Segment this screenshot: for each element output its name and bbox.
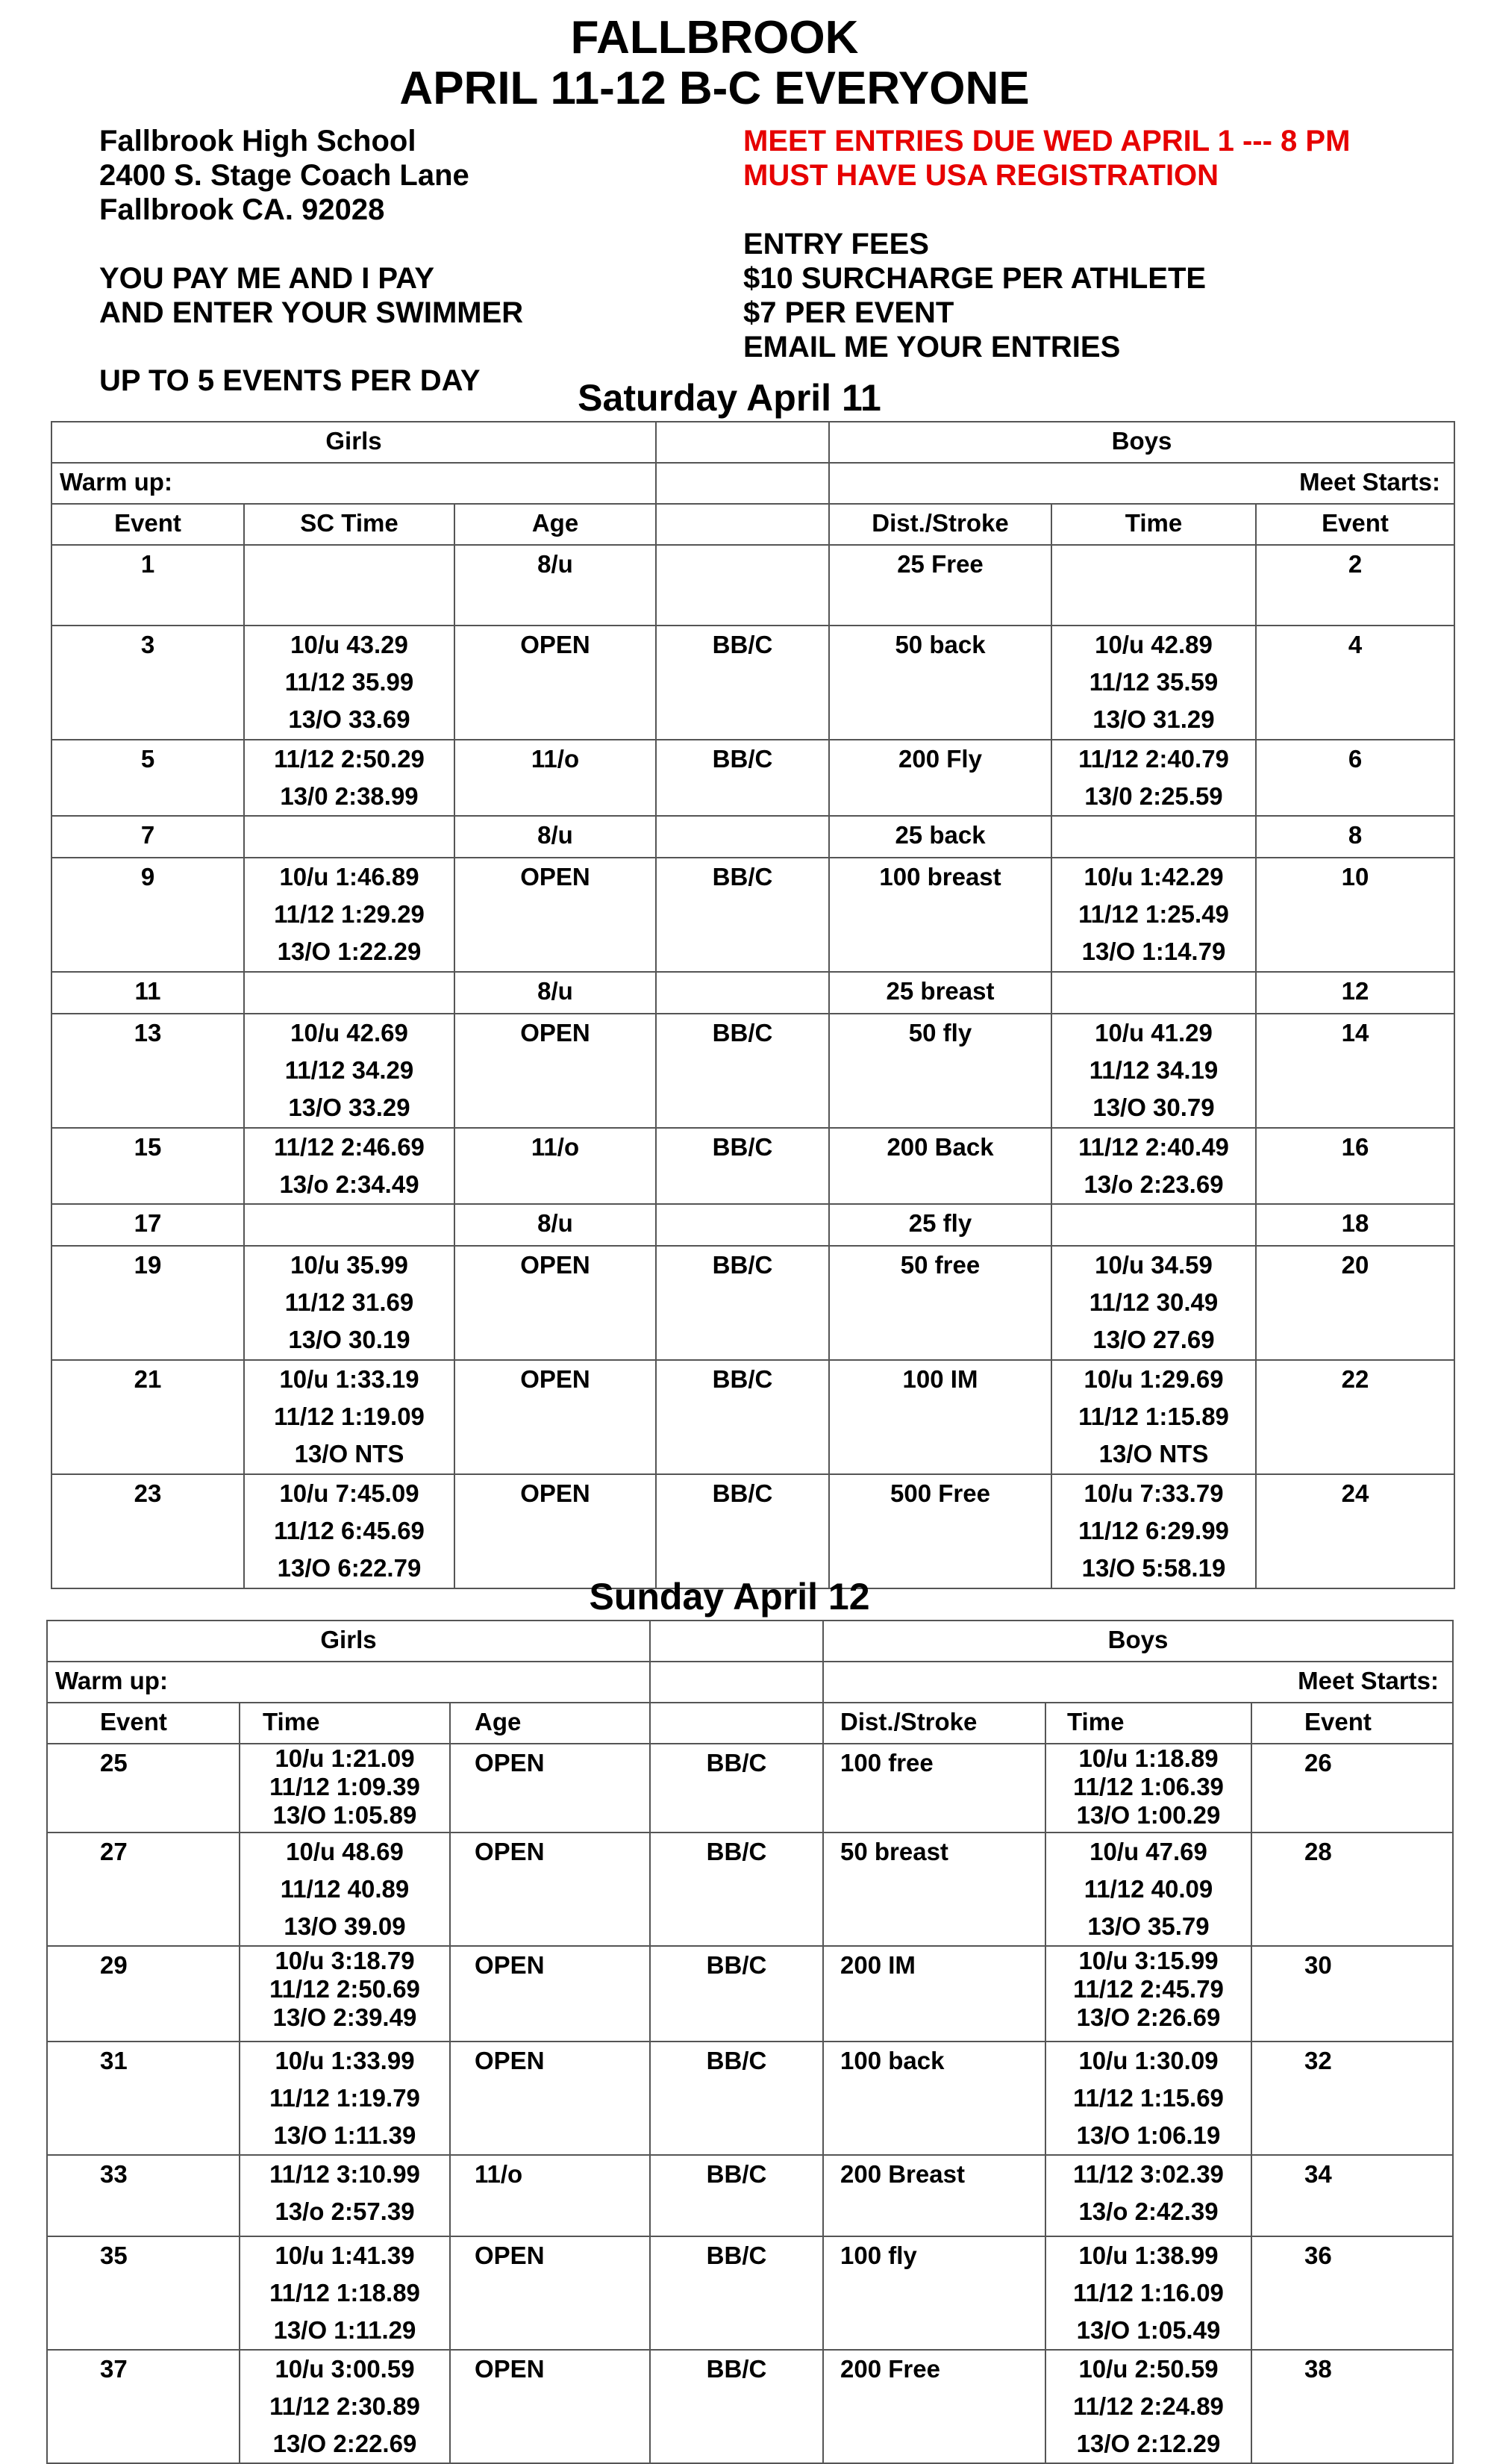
boys-event-number: 36 [1251, 2236, 1453, 2350]
time-standard: 11/12 2:40.79 [1078, 745, 1229, 773]
girls-time-standards [240, 1833, 450, 1946]
distance-stroke: 200 Free [823, 2350, 1045, 2463]
sunday-title: Sunday April 12 [589, 1576, 870, 1618]
time-standard: 13/O 6:22.79 [277, 1554, 422, 1582]
address-block [99, 124, 469, 227]
age-group: OPEN [450, 1833, 650, 1946]
time-standard: 11/12 35.59 [1089, 668, 1219, 696]
age-group: 8/u [454, 1204, 656, 1246]
level [656, 972, 829, 1014]
boys-time-standards [1051, 816, 1256, 858]
girls-time-standards [244, 545, 454, 626]
age-group: OPEN [454, 1360, 656, 1474]
boys-event-number: 26 [1251, 1744, 1453, 1833]
girls-event-number: 33 [47, 2155, 240, 2236]
age-group: OPEN [454, 858, 656, 972]
time-standard: 11/12 1:19.79 [269, 2084, 420, 2112]
payment-line: YOU PAY ME AND I PAY [99, 262, 435, 295]
girls-event-number: 17 [51, 1204, 244, 1246]
boys-event-number: 24 [1256, 1474, 1454, 1588]
age-group: 8/u [454, 816, 656, 858]
event-row [51, 740, 1454, 816]
girls-event-number: 23 [51, 1474, 244, 1588]
col-header: SC Time [244, 504, 454, 545]
time-standard: 10/u 7:33.79 [1084, 1479, 1224, 1507]
time-standard: 13/O 1:06.19 [1076, 2121, 1221, 2149]
time-standard: 13/O 1:11.39 [273, 2121, 416, 2149]
fees-block [743, 227, 1206, 364]
boys-event-number: 34 [1251, 2155, 1453, 2236]
distance-stroke: 200 Breast [823, 2155, 1045, 2236]
col-header: Age [450, 1703, 650, 1744]
boys-header: Boys [823, 1621, 1453, 1662]
event-row [51, 1128, 1454, 1204]
boys-event-number: 28 [1251, 1833, 1453, 1946]
boys-time-standards [1051, 1128, 1256, 1204]
boys-event-number: 20 [1256, 1246, 1454, 1360]
time-standard: 11/12 2:40.49 [1078, 1133, 1229, 1161]
distance-stroke: 25 back [829, 816, 1051, 858]
time-standard: 10/u 48.69 [286, 1838, 404, 1865]
boys-event-number: 4 [1256, 626, 1454, 740]
distance-stroke: 100 free [823, 1744, 1045, 1833]
level [656, 1204, 829, 1246]
time-standard: 13/O 33.69 [288, 705, 410, 733]
time-standard: 10/u 1:29.69 [1084, 1365, 1224, 1393]
time-standard: 13/O 1:05.49 [1076, 2316, 1221, 2344]
time-standard: 13/O 30.19 [288, 1326, 410, 1353]
age-group: OPEN [450, 1946, 650, 2042]
time-standard: 11/12 2:45.79 [1073, 1975, 1224, 2003]
time-standard: 10/u 47.69 [1089, 1838, 1207, 1865]
time-standard: 13/O 1:14.79 [1081, 938, 1226, 965]
event-row [47, 1946, 1453, 2042]
girls-time-standards [244, 1246, 454, 1360]
col-header: Time [240, 1703, 450, 1744]
time-standard: 11/12 6:45.69 [274, 1517, 425, 1544]
boys-time-standards [1045, 2350, 1251, 2463]
boys-event-number: 18 [1256, 1204, 1454, 1246]
event-row [47, 2350, 1453, 2463]
time-standard: 13/O 1:22.29 [277, 938, 422, 965]
event-row [47, 2155, 1453, 2236]
girls-time-standards [240, 2350, 450, 2463]
time-standard: 10/u 34.59 [1095, 1251, 1213, 1279]
warmup-label: Warm up: [51, 463, 656, 504]
spacer-cell [650, 1662, 823, 1703]
level: BB/C [650, 1833, 823, 1946]
time-standard: 10/u 1:42.29 [1084, 863, 1224, 891]
event-row [51, 1360, 1454, 1474]
distance-stroke: 25 Free [829, 545, 1051, 626]
time-standard: 11/12 2:24.89 [1073, 2392, 1224, 2420]
time-standard: 11/12 40.09 [1084, 1875, 1213, 1903]
girls-event-number: 7 [51, 816, 244, 858]
col-header: Time [1051, 504, 1256, 545]
time-standard: 10/u 1:33.99 [275, 2047, 415, 2074]
meet-starts-label: Meet Starts: [823, 1662, 1453, 1703]
distance-stroke: 50 fly [829, 1014, 1051, 1128]
level: BB/C [650, 2042, 823, 2155]
time-standard: 10/u 1:30.09 [1078, 2047, 1219, 2074]
girls-time-standards [244, 740, 454, 816]
level: BB/C [656, 740, 829, 816]
age-group: OPEN [454, 1474, 656, 1588]
col-header: Event [51, 504, 244, 545]
time-standard: 13/o 2:42.39 [1078, 2198, 1219, 2225]
time-standard: 13/O 27.69 [1092, 1326, 1215, 1353]
girls-header: Girls [47, 1621, 650, 1662]
payment-note [99, 261, 523, 330]
level: BB/C [656, 1246, 829, 1360]
time-standard: 11/12 2:46.69 [274, 1133, 425, 1161]
girls-time-standards [244, 1474, 454, 1588]
boys-event-number: 38 [1251, 2350, 1453, 2463]
time-standard: 13/O 2:26.69 [1076, 2003, 1221, 2031]
girls-event-number: 9 [51, 858, 244, 972]
boys-time-standards [1045, 2155, 1251, 2236]
event-row [51, 1204, 1454, 1246]
girls-time-standards [240, 1744, 450, 1833]
level [656, 816, 829, 858]
time-standard: 13/O 2:22.69 [272, 2430, 417, 2457]
time-standard: 13/O 30.79 [1092, 1094, 1215, 1121]
saturday-schedule-table [51, 421, 1455, 1589]
address-line: Fallbrook CA. 92028 [99, 193, 385, 226]
boys-time-standards [1051, 1014, 1256, 1128]
time-standard: 11/12 34.29 [284, 1056, 414, 1084]
boys-time-standards [1045, 1833, 1251, 1946]
girls-time-standards [244, 816, 454, 858]
time-standard: 13/O 2:39.49 [272, 2003, 417, 2031]
time-standard: 11/12 1:18.89 [269, 2279, 420, 2307]
boys-header: Boys [829, 422, 1454, 463]
event-row [51, 626, 1454, 740]
time-standard: 11/12 2:30.89 [269, 2392, 420, 2420]
distance-stroke: 200 IM [823, 1946, 1045, 2042]
level-header-cell [656, 422, 829, 463]
boys-time-standards [1051, 1360, 1256, 1474]
girls-event-number: 1 [51, 545, 244, 626]
time-standard: 10/u 43.29 [290, 631, 408, 658]
girls-time-standards [244, 626, 454, 740]
time-standard: 13/O 1:11.29 [273, 2316, 416, 2344]
boys-event-number: 6 [1256, 740, 1454, 816]
fees-line: $10 SURCHARGE PER ATHLETE [743, 262, 1207, 295]
boys-time-standards [1051, 545, 1256, 626]
time-standard: 10/u 3:18.79 [275, 1947, 415, 1974]
event-row [51, 816, 1454, 858]
event-row [47, 2042, 1453, 2155]
time-standard: 11/12 2:50.29 [274, 745, 425, 773]
time-standard: 13/o 2:34.49 [279, 1170, 419, 1198]
distance-stroke: 50 back [829, 626, 1051, 740]
distance-stroke: 100 breast [829, 858, 1051, 972]
event-row [51, 545, 1454, 626]
time-standard: 11/12 1:16.09 [1073, 2279, 1224, 2307]
distance-stroke: 50 breast [823, 1833, 1045, 1946]
distance-stroke: 100 fly [823, 2236, 1045, 2350]
deadline-line: MEET ENTRIES DUE WED APRIL 1 --- 8 PM [743, 125, 1351, 157]
time-standard: 10/u 1:18.89 [1078, 1744, 1219, 1772]
time-standard: 13/O 39.09 [284, 1912, 406, 1940]
boys-time-standards [1051, 1246, 1256, 1360]
distance-stroke: 200 Back [829, 1128, 1051, 1204]
time-standard: 10/u 1:21.09 [275, 1744, 415, 1772]
age-group: 8/u [454, 545, 656, 626]
distance-stroke: 25 fly [829, 1204, 1051, 1246]
spacer-cell [656, 463, 829, 504]
col-header [656, 504, 829, 545]
level: BB/C [650, 1744, 823, 1833]
time-standard: 11/12 1:29.29 [274, 900, 425, 928]
girls-event-number: 21 [51, 1360, 244, 1474]
girls-time-standards [244, 1360, 454, 1474]
girls-event-number: 29 [47, 1946, 240, 2042]
col-header: Dist./Stroke [823, 1703, 1045, 1744]
address-line: Fallbrook High School [99, 125, 416, 157]
boys-time-standards [1045, 1946, 1251, 2042]
time-standard: 13/O 31.29 [1092, 705, 1215, 733]
girls-time-standards [244, 1204, 454, 1246]
event-row [51, 972, 1454, 1014]
time-standard: 13/o 2:23.69 [1084, 1170, 1224, 1198]
col-header: Event [1256, 504, 1454, 545]
time-standard: 11/12 35.99 [284, 668, 414, 696]
saturday-title: Saturday April 11 [578, 377, 881, 419]
distance-stroke: 200 Fly [829, 740, 1051, 816]
boys-event-number: 12 [1256, 972, 1454, 1014]
boys-time-standards [1051, 740, 1256, 816]
col-header [650, 1703, 823, 1744]
time-standard: 13/O 5:58.19 [1081, 1554, 1226, 1582]
boys-event-number: 22 [1256, 1360, 1454, 1474]
time-standard: 11/12 1:06.39 [1073, 1773, 1224, 1800]
boys-time-standards [1051, 858, 1256, 972]
time-standard: 10/u 42.69 [290, 1019, 408, 1047]
age-group: 8/u [454, 972, 656, 1014]
distance-stroke: 50 free [829, 1246, 1051, 1360]
sunday-schedule-table [46, 1620, 1454, 2464]
col-header: Event [1251, 1703, 1453, 1744]
time-standard: 11/12 1:15.69 [1073, 2084, 1224, 2112]
level: BB/C [650, 2350, 823, 2463]
boys-event-number: 8 [1256, 816, 1454, 858]
time-standard: 13/O NTS [294, 1440, 404, 1468]
level: BB/C [656, 858, 829, 972]
girls-header: Girls [51, 422, 656, 463]
col-header: Event [47, 1703, 240, 1744]
boys-time-standards [1051, 1204, 1256, 1246]
girls-event-number: 25 [47, 1744, 240, 1833]
time-standard: 11/12 31.69 [284, 1288, 414, 1316]
girls-time-standards [244, 1128, 454, 1204]
time-standard: 11/12 2:50.69 [269, 1975, 420, 2003]
time-standard: 11/12 1:09.39 [269, 1773, 420, 1800]
time-standard: 13/O 35.79 [1087, 1912, 1210, 1940]
time-standard: 10/u 3:15.99 [1078, 1947, 1219, 1974]
girls-time-standards [244, 1014, 454, 1128]
payment-line: AND ENTER YOUR SWIMMER [99, 296, 524, 329]
distance-stroke: 25 breast [829, 972, 1051, 1014]
time-standard: 13/O 2:12.29 [1076, 2430, 1221, 2457]
boys-time-standards [1051, 1474, 1256, 1588]
level: BB/C [656, 1474, 829, 1588]
col-header: Age [454, 504, 656, 545]
event-row [51, 1014, 1454, 1128]
warmup-label: Warm up: [47, 1662, 650, 1703]
girls-event-number: 37 [47, 2350, 240, 2463]
col-header: Dist./Stroke [829, 504, 1051, 545]
time-standard: 10/u 41.29 [1095, 1019, 1213, 1047]
age-group: 11/o [454, 740, 656, 816]
girls-event-number: 3 [51, 626, 244, 740]
level-header-cell [650, 1621, 823, 1662]
meet-title: FALLBROOK [570, 12, 859, 63]
level [656, 545, 829, 626]
boys-time-standards [1051, 626, 1256, 740]
level: BB/C [656, 1128, 829, 1204]
event-row [47, 1833, 1453, 1946]
distance-stroke: 100 IM [829, 1360, 1051, 1474]
boys-time-standards [1051, 972, 1256, 1014]
girls-event-number: 19 [51, 1246, 244, 1360]
event-row [51, 1246, 1454, 1360]
girls-time-standards [240, 2042, 450, 2155]
event-row [51, 858, 1454, 972]
girls-event-number: 35 [47, 2236, 240, 2350]
distance-stroke: 500 Free [829, 1474, 1051, 1588]
girls-time-standards [244, 858, 454, 972]
age-group: OPEN [450, 2236, 650, 2350]
girls-time-standards [240, 2155, 450, 2236]
col-header: Time [1045, 1703, 1251, 1744]
meet-starts-label: Meet Starts: [829, 463, 1454, 504]
girls-event-number: 5 [51, 740, 244, 816]
time-standard: 11/12 30.49 [1089, 1288, 1219, 1316]
time-standard: 13/0 2:38.99 [280, 782, 419, 810]
age-group: OPEN [450, 1744, 650, 1833]
time-standard: 10/u 2:50.59 [1078, 2355, 1219, 2383]
fees-line: $7 PER EVENT [743, 296, 954, 329]
time-standard: 11/12 1:25.49 [1078, 900, 1229, 928]
age-group: OPEN [454, 626, 656, 740]
time-standard: 10/u 1:41.39 [275, 2242, 415, 2269]
age-group: OPEN [450, 2042, 650, 2155]
time-standard: 10/u 3:00.59 [275, 2355, 415, 2383]
event-row [47, 2236, 1453, 2350]
time-standard: 11/12 34.19 [1089, 1056, 1219, 1084]
girls-event-number: 31 [47, 2042, 240, 2155]
time-standard: 10/u 1:33.19 [279, 1365, 419, 1393]
time-standard: 10/u 35.99 [290, 1251, 408, 1279]
boys-event-number: 32 [1251, 2042, 1453, 2155]
time-standard: 10/u 7:45.09 [279, 1479, 419, 1507]
time-standard: 13/O 1:00.29 [1076, 1801, 1221, 1829]
distance-stroke: 100 back [823, 2042, 1045, 2155]
girls-time-standards [240, 2236, 450, 2350]
time-standard: 13/O 33.29 [288, 1094, 410, 1121]
time-standard: 13/o 2:57.39 [275, 2198, 415, 2225]
level: BB/C [650, 2236, 823, 2350]
boys-time-standards [1045, 1744, 1251, 1833]
level: BB/C [656, 1014, 829, 1128]
time-standard: 11/12 6:29.99 [1078, 1517, 1229, 1544]
boys-event-number: 10 [1256, 858, 1454, 972]
time-standard: 13/0 2:25.59 [1084, 782, 1223, 810]
level: BB/C [650, 1946, 823, 2042]
boys-event-number: 30 [1251, 1946, 1453, 2042]
event-row [47, 1744, 1453, 1833]
time-standard: 13/O NTS [1098, 1440, 1209, 1468]
time-standard: 11/12 40.89 [280, 1875, 410, 1903]
time-standard: 10/u 1:46.89 [279, 863, 419, 891]
time-standard: 11/12 3:10.99 [269, 2160, 420, 2188]
age-group: OPEN [454, 1246, 656, 1360]
age-group: 11/o [450, 2155, 650, 2236]
time-standard: 10/u 1:38.99 [1078, 2242, 1219, 2269]
girls-event-number: 11 [51, 972, 244, 1014]
time-standard: 13/O 1:05.89 [272, 1801, 417, 1829]
event-row [51, 1474, 1454, 1588]
deadline-line: MUST HAVE USA REGISTRATION [743, 159, 1219, 192]
event-limit-note: UP TO 5 EVENTS PER DAY [99, 364, 481, 397]
time-standard: 11/12 1:19.09 [274, 1403, 425, 1430]
girls-time-standards [244, 972, 454, 1014]
boys-event-number: 14 [1256, 1014, 1454, 1128]
time-standard: 10/u 42.89 [1095, 631, 1213, 658]
boys-time-standards [1045, 2042, 1251, 2155]
meet-subtitle: APRIL 11-12 B-C EVERYONE [399, 63, 1030, 114]
girls-event-number: 15 [51, 1128, 244, 1204]
level: BB/C [656, 1360, 829, 1474]
level: BB/C [656, 626, 829, 740]
girls-event-number: 13 [51, 1014, 244, 1128]
age-group: OPEN [454, 1014, 656, 1128]
boys-time-standards [1045, 2236, 1251, 2350]
girls-time-standards [240, 1946, 450, 2042]
level: BB/C [650, 2155, 823, 2236]
time-standard: 11/12 1:15.89 [1078, 1403, 1229, 1430]
boys-event-number: 2 [1256, 545, 1454, 626]
age-group: OPEN [450, 2350, 650, 2463]
fees-line: ENTRY FEES [743, 228, 929, 261]
boys-event-number: 16 [1256, 1128, 1454, 1204]
address-line: 2400 S. Stage Coach Lane [99, 159, 469, 192]
age-group: 11/o [454, 1128, 656, 1204]
girls-event-number: 27 [47, 1833, 240, 1946]
deadline-note [743, 124, 1350, 193]
fees-line: EMAIL ME YOUR ENTRIES [743, 331, 1121, 364]
time-standard: 11/12 3:02.39 [1073, 2160, 1224, 2188]
